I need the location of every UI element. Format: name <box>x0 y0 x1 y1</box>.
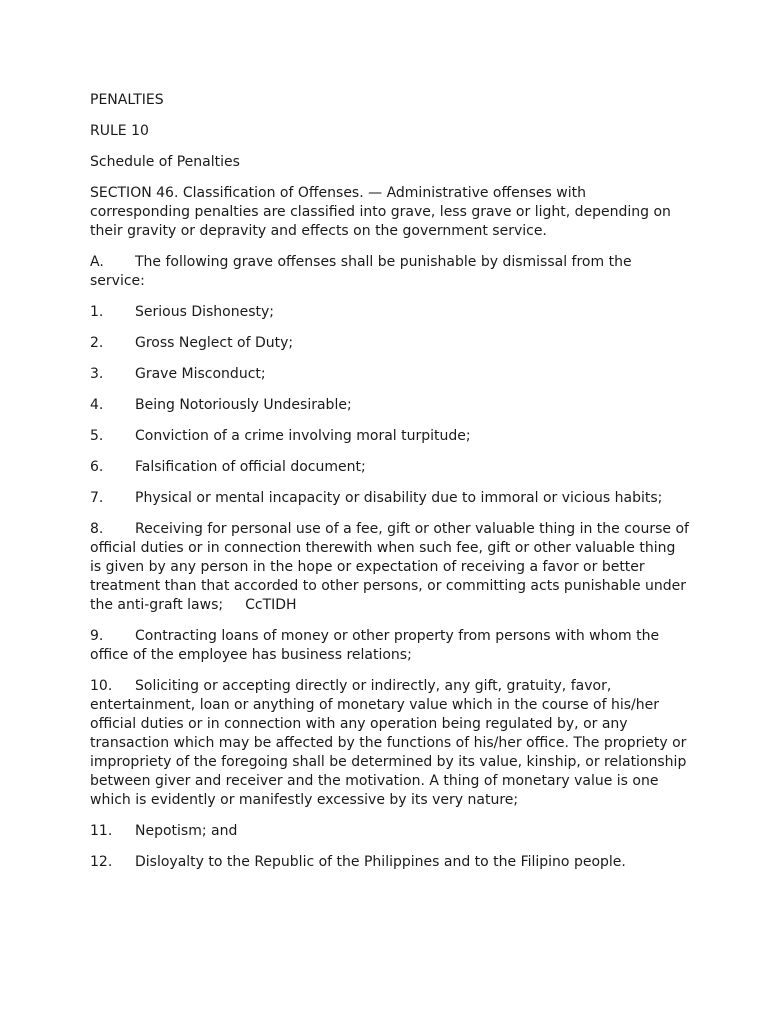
list-item <box>90 489 690 508</box>
list-item <box>90 520 690 615</box>
document-page <box>90 91 690 884</box>
item-text: Contracting loans of money or other property from persons with whom the office of the employee has business relations; <box>90 628 660 663</box>
document-heading: PENALTIES <box>90 92 164 108</box>
list-item <box>90 677 690 810</box>
item-number: 7. <box>90 490 104 506</box>
list-item <box>90 822 690 841</box>
item-number: 12. <box>90 854 113 870</box>
item-number: 3. <box>90 366 104 382</box>
item-number: 9. <box>90 628 104 644</box>
item-number: 11. <box>90 823 113 839</box>
list-item <box>90 396 690 415</box>
list-item <box>90 853 690 872</box>
list-item <box>90 427 690 446</box>
item-text: Soliciting or accepting directly or indirectly, any gift, gratuity, favor, entertainment, loan or anything of monetary value which in the course of his/her official duties or in connection with any operation being regulated by, or any transaction which may be affected by the functions of his/her office. The propriety or impropriety of the foregoing shall be determined by its value, kinship, or relationship between giver and receiver and the motivation. A thing of monetary value is one which is evidently or manifestly excessive by its very nature; <box>90 678 687 808</box>
item-text: Grave Misconduct; <box>135 366 266 382</box>
schedule-title: Schedule of Penalties <box>90 154 240 170</box>
list-item <box>90 365 690 384</box>
item-number: 4. <box>90 397 104 413</box>
intro-text: The following grave offenses shall be punishable by dismissal from the service: <box>90 254 632 289</box>
item-number: 5. <box>90 428 104 444</box>
intro-label: A. <box>90 254 104 270</box>
intro-paragraph <box>90 253 690 291</box>
item-number: 2. <box>90 335 104 351</box>
item-tail-code: CcTIDH <box>245 597 297 613</box>
item-text: Gross Neglect of Duty; <box>135 335 294 351</box>
item-number: 6. <box>90 459 104 475</box>
section-paragraph: SECTION 46. Classification of Offenses. — Administrative offenses with corresponding penalties are classified into grave, less grave or light, depending on their gravity or depravity and effects on the government service. <box>90 185 671 239</box>
item-text: Receiving for personal use of a fee, gift or other valuable thing in the course of official duties or in connection therewith when such fee, gift or other valuable thing is given by any person in the hope or expectation of receiving a favor or better treatment than that accorded to other persons, or committing acts punishable under the anti-graft laws; <box>90 521 689 613</box>
item-number: 1. <box>90 304 104 320</box>
item-text: Physical or mental incapacity or disability due to immoral or vicious habits; <box>135 490 663 506</box>
list-item <box>90 303 690 322</box>
item-text: Disloyalty to the Republic of the Philippines and to the Filipino people. <box>135 854 626 870</box>
item-text: Conviction of a crime involving moral turpitude; <box>135 428 471 444</box>
item-text: Falsification of official document; <box>135 459 366 475</box>
item-number: 8. <box>90 521 104 537</box>
list-item <box>90 627 690 665</box>
list-item <box>90 458 690 477</box>
list-item <box>90 334 690 353</box>
item-text: Nepotism; and <box>135 823 238 839</box>
rule-title: RULE 10 <box>90 123 149 139</box>
item-text: Serious Dishonesty; <box>135 304 275 320</box>
item-number: 10. <box>90 678 113 694</box>
item-text: Being Notoriously Undesirable; <box>135 397 352 413</box>
